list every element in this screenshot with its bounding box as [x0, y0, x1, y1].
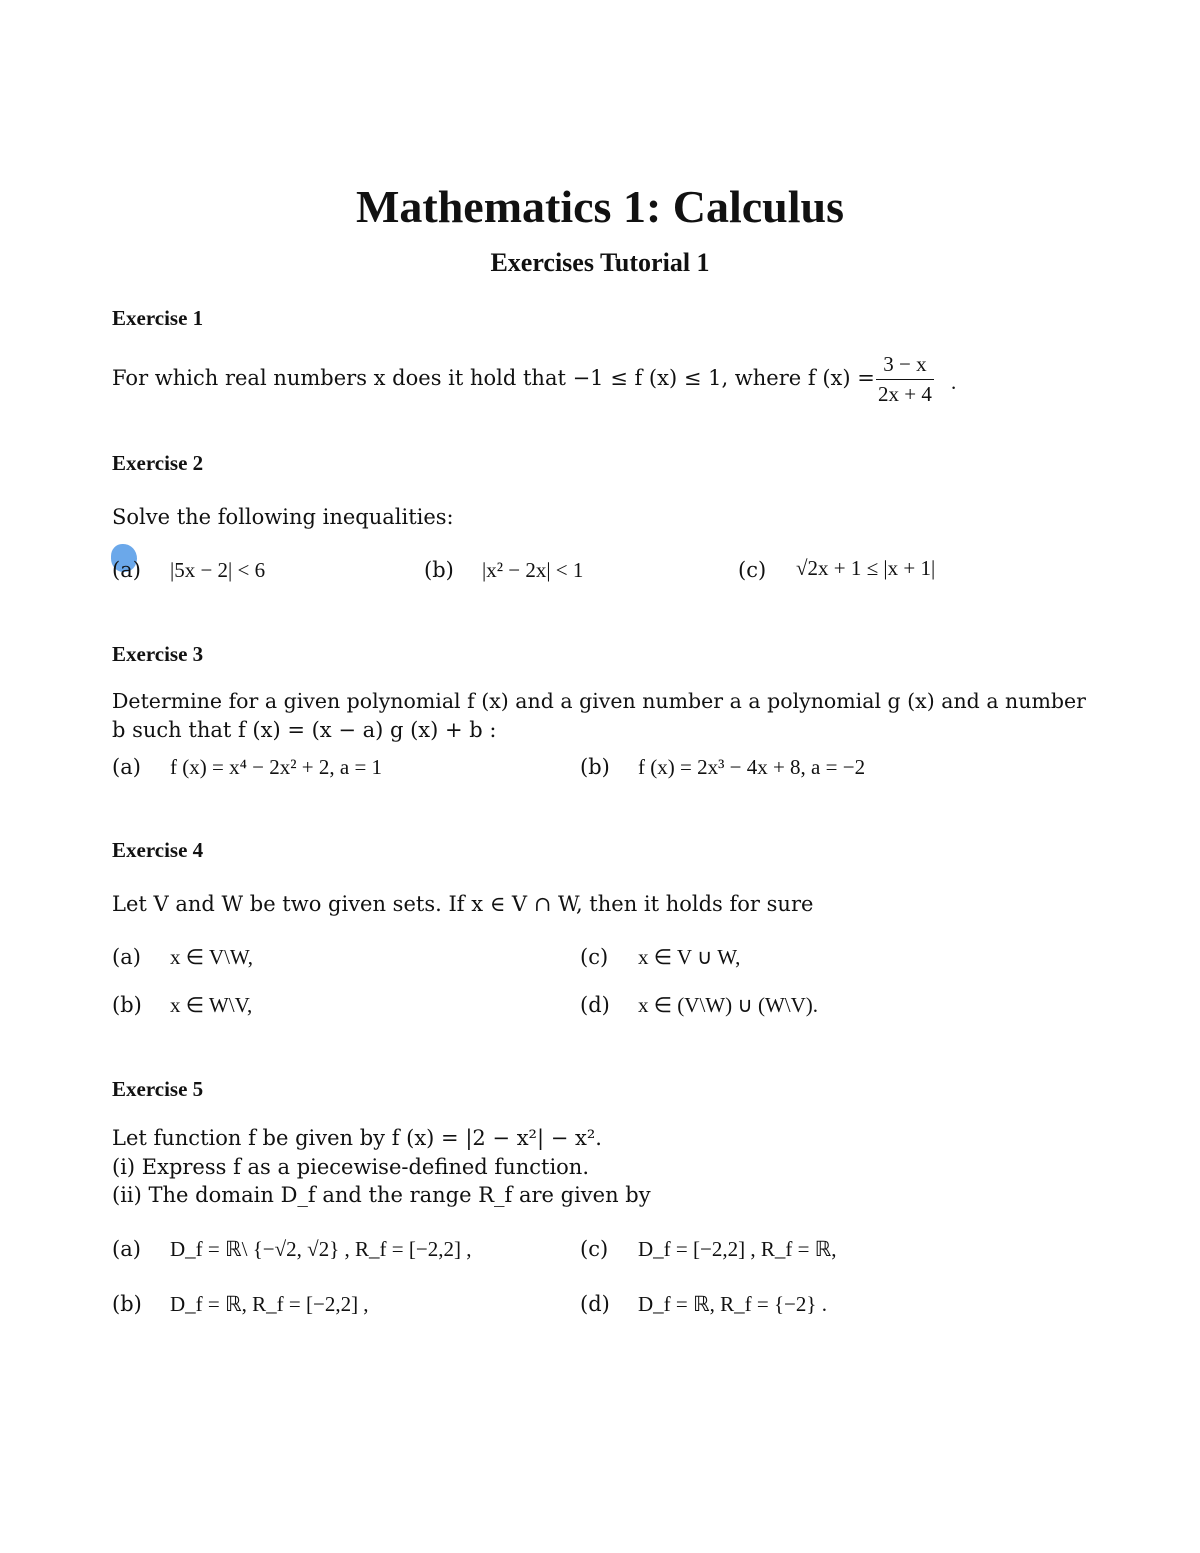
exercise-2c-label: (c) [738, 558, 767, 582]
exercise-4-intro: Let V and W be two given sets. If x ∈ V ∩ W, then it holds for sure [112, 892, 814, 916]
exercise-3a-label: (a) [112, 755, 141, 779]
exercise-2a-label: (a) [112, 558, 141, 582]
exercise-5d-label: (d) [580, 1292, 610, 1316]
exercise-1-period: . [951, 370, 957, 394]
exercise-2b-label: (b) [424, 558, 454, 582]
exercise-3-line-2: b such that f (x) = (x − a) g (x) + b : [112, 718, 497, 742]
exercise-5c-expression: D_f = [−2,2] , R_f = ℝ, [638, 1237, 837, 1261]
exercise-5b-label: (b) [112, 1292, 142, 1316]
exercise-2-heading: Exercise 2 [112, 451, 204, 475]
exercise-5-line-2: (i) Express f as a piecewise-defined function. [112, 1155, 590, 1179]
exercise-3-heading: Exercise 3 [112, 642, 204, 666]
exercise-2-intro: Solve the following inequalities: [112, 505, 454, 529]
exercise-1-heading: Exercise 1 [112, 306, 204, 330]
exercise-2c-expression [796, 556, 935, 581]
exercise-4a-expression: x ∈ V\W, [170, 945, 254, 969]
exercise-1-fraction [876, 352, 934, 407]
exercise-3b-label: (b) [580, 755, 610, 779]
fraction-denominator: 2x + 4 [878, 382, 932, 406]
fraction-numerator: 3 − x [883, 352, 927, 376]
exercise-5-line-3: (ii) The domain D_f and the range R_f are given by [112, 1183, 651, 1207]
exercise-5a-expression: D_f = ℝ\ {−√2, √2} , R_f = [−2,2] , [170, 1237, 472, 1261]
exercise-3b-expression: f (x) = 2x³ − 4x + 8, a = −2 [638, 755, 866, 779]
exercise-2c-rest: ≤ |x + 1| [861, 556, 936, 580]
exercise-3-line-1: Determine for a given polynomial f (x) and a given number a a polynomial g (x) and a number [112, 689, 1086, 713]
exercise-4d-expression: x ∈ (V\W) ∪ (W\V). [638, 993, 819, 1017]
exercise-5b-expression: D_f = ℝ, R_f = [−2,2] , [170, 1292, 369, 1316]
exercise-5d-expression: D_f = ℝ, R_f = {−2} . [638, 1292, 827, 1316]
exercise-4c-expression: x ∈ V ∪ W, [638, 945, 741, 969]
exercise-4d-label: (d) [580, 993, 610, 1017]
exercise-4c-label: (c) [580, 945, 609, 969]
exercise-2a-expression: |5x − 2| < 6 [170, 558, 266, 582]
page-subtitle: Exercises Tutorial 1 [490, 248, 710, 277]
sqrt-icon: √ [796, 556, 808, 580]
fraction-bar [876, 379, 934, 380]
exercise-3a-expression: f (x) = x⁴ − 2x² + 2, a = 1 [170, 755, 383, 779]
exercise-4b-expression: x ∈ W\V, [170, 993, 253, 1017]
exercise-2b-expression: |x² − 2x| < 1 [482, 558, 584, 582]
exercise-4b-label: (b) [112, 993, 142, 1017]
exercise-5c-label: (c) [580, 1237, 609, 1261]
sqrt-radicand: 2x + 1 [807, 556, 862, 580]
exercise-5-line-1: Let function f be given by f (x) = |2 − x²| − x². [112, 1126, 602, 1150]
exercise-5a-label: (a) [112, 1237, 141, 1261]
exercise-1-text: For which real numbers x does it hold that −1 ≤ f (x) ≤ 1, where f (x) = [112, 366, 875, 390]
page-title: Mathematics 1: Calculus [355, 181, 845, 232]
exercise-4-heading: Exercise 4 [112, 838, 204, 862]
exercise-4a-label: (a) [112, 945, 141, 969]
exercise-5-heading: Exercise 5 [112, 1077, 204, 1101]
